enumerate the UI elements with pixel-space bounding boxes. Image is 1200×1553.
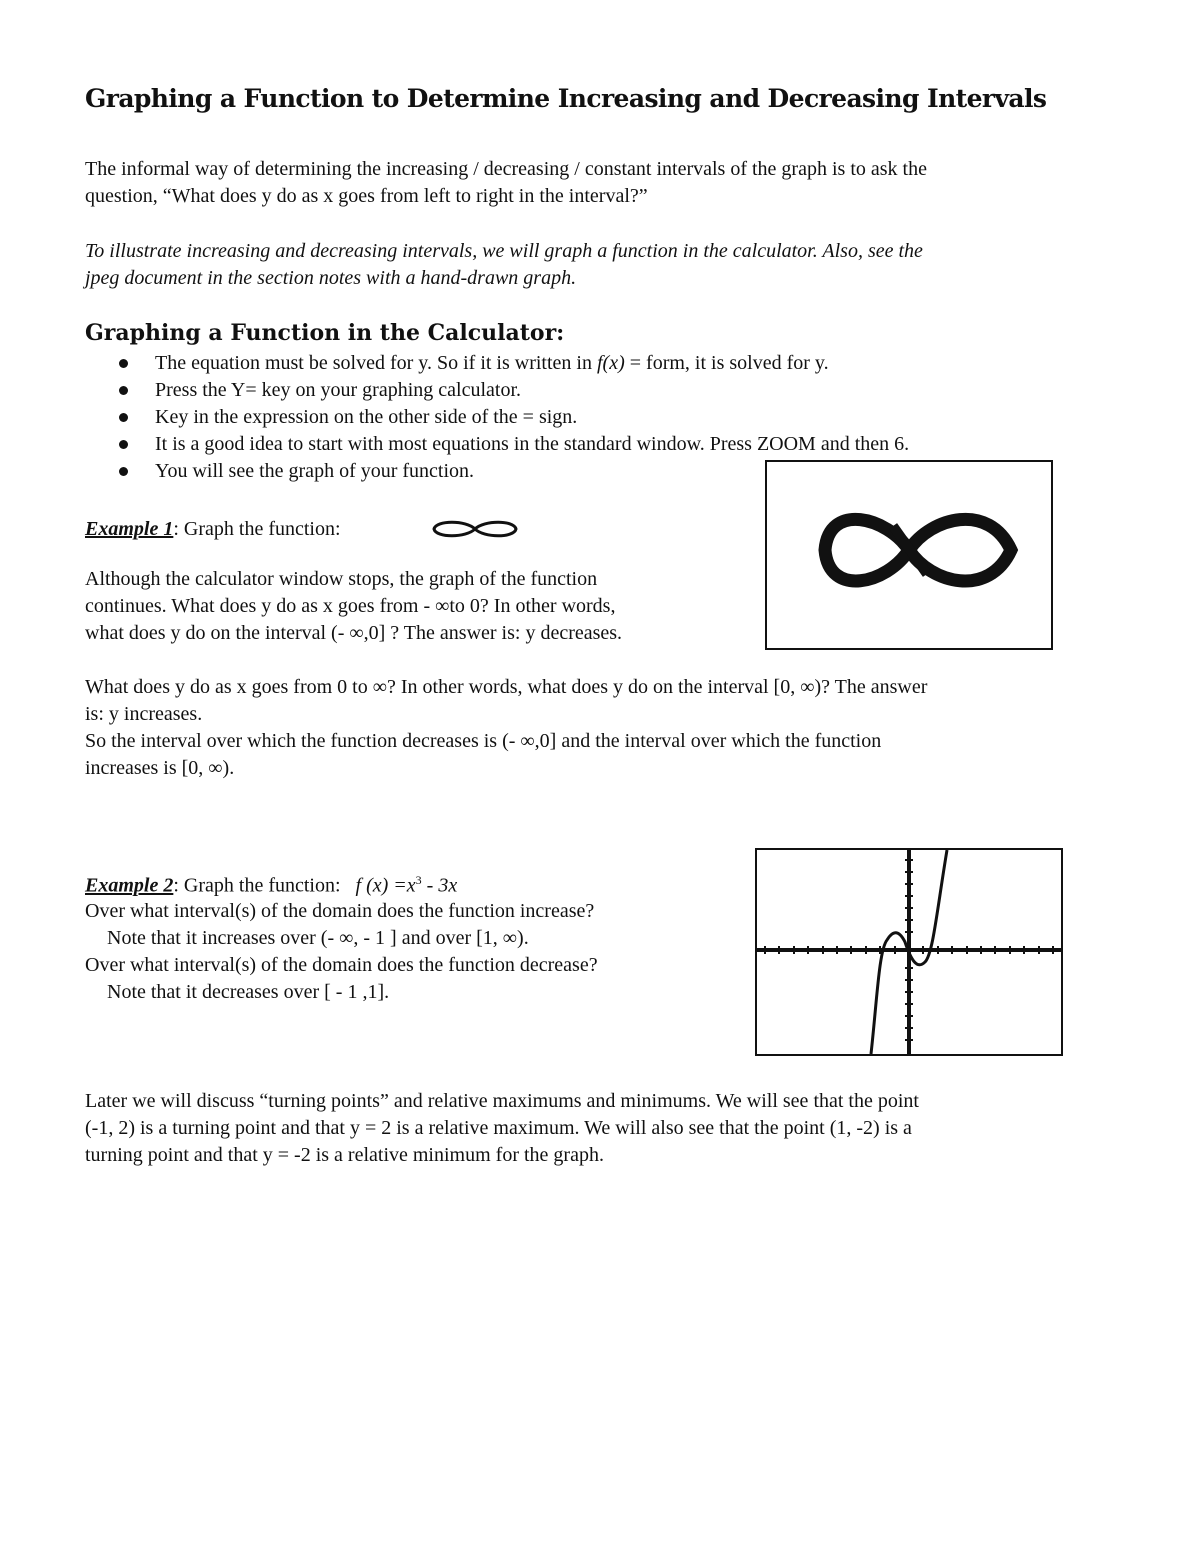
intro-italic-paragraph xyxy=(85,238,1115,292)
list-item: You will see the graph of your function. xyxy=(85,458,909,485)
bullet-icon xyxy=(119,413,128,422)
intro-line-2: question, “What does y do as x goes from left to right in the interval?” xyxy=(85,185,648,207)
function-expression: f (x) =x xyxy=(355,874,416,897)
infinity-inline-icon xyxy=(430,518,520,540)
bullet-icon xyxy=(119,386,128,395)
bullet-icon xyxy=(119,467,128,476)
bullet-icon xyxy=(119,440,128,449)
example-2-paragraph: Over what interval(s) of the domain does the function increase? Note that it increases over (- ∞, - 1 ] and over [1, ∞). Over what interval(s) of the domain does the function decrease? Note that it decreases over [ - 1 ,1]. xyxy=(85,900,598,1003)
example-1-heading: Example 1: Graph the function: xyxy=(85,518,341,540)
example-2-graph xyxy=(755,848,1063,1056)
infinity-graph-icon xyxy=(767,462,1051,648)
section-heading: Graphing a Function in the Calculator: xyxy=(85,320,565,346)
closing-paragraph: Later we will discuss “turning points” and relative maximums and minimums. We will see that the point (-1, 2) is a turning point and that y = 2 is a relative maximum. We will also see that the point (1, -2) is a turning point and that y = -2 is a relative minimum for the graph. xyxy=(85,1090,919,1166)
example-1-continuation: What does y do as x goes from 0 to ∞? In other words, what does y do on the interval [0, ∞)? The answer is: y increases. So the interval over which the function decreases is (- ∞,0] and the interval over which the function increases is [0, ∞). xyxy=(85,676,928,779)
cubic-graph-icon xyxy=(757,850,1061,1054)
example-2-heading: Example 2: Graph the function: f $(x) =x^3 - 3x$ xyxy=(85,873,458,897)
intro-paragraph xyxy=(85,156,1115,210)
list-item: The equation must be solved for y. So if it is written in f(x) = form, it is solved for y. xyxy=(85,350,909,377)
intro-italic-line-1: To illustrate increasing and decreasing intervals, we will graph a function in the calculator. Also, see the xyxy=(85,240,923,262)
intro-line-1: The informal way of determining the increasing / decreasing / constant intervals of the graph is to ask the xyxy=(85,158,927,180)
intro-italic-line-2: jpeg document in the section notes with a hand-drawn graph. xyxy=(85,267,577,289)
page-title: Graphing a Function to Determine Increasing and Decreasing Intervals xyxy=(85,84,1047,113)
list-item: Press the Y= key on your graphing calculator. xyxy=(85,377,909,404)
list-item: Key in the expression on the other side of the = sign. xyxy=(85,404,909,431)
list-item: It is a good idea to start with most equations in the standard window. Press ZOOM and then 6. xyxy=(85,431,909,458)
example-1-paragraph: Although the calculator window stops, the graph of the function continues. What does y do as x goes from - ∞to 0? In other words, what does y do on the interval (- ∞,0] ? The answer is: y decreases. xyxy=(85,568,623,644)
bullet-icon xyxy=(119,359,128,368)
example-1-graph xyxy=(765,460,1053,650)
